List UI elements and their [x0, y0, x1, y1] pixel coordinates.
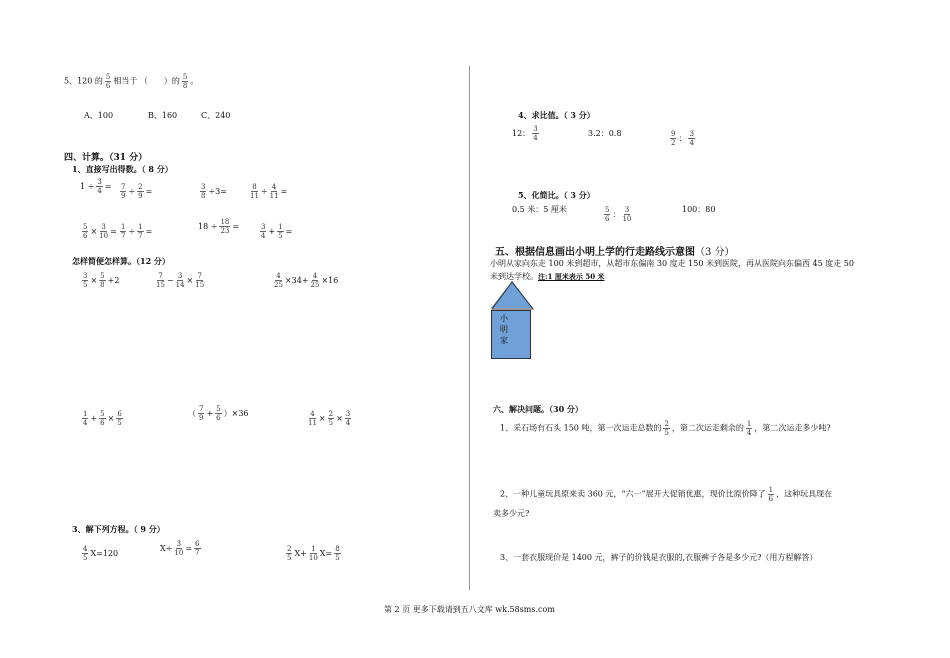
expression	[118, 223, 198, 240]
fraction: $\frac{3}{10}$	[99, 223, 109, 240]
expression	[198, 183, 248, 200]
expression	[306, 410, 406, 427]
expr-text: −	[166, 276, 174, 285]
expression	[80, 223, 118, 240]
problem-2	[500, 486, 832, 503]
expression	[154, 272, 272, 289]
expression	[80, 410, 188, 427]
expr-text: ，这种玩具现在	[776, 489, 833, 499]
problem-2-cont: 卖多少元?	[493, 509, 530, 518]
fraction: $\frac{6}{5}$	[117, 410, 122, 427]
q5-title: 5、化简比。（ 3 分）	[518, 190, 595, 200]
expression	[80, 272, 154, 289]
expr-text: ，第二次运走剩余的	[671, 423, 744, 433]
expression	[512, 204, 602, 215]
option-b: B、160	[148, 111, 178, 120]
expr-text: ÷	[260, 187, 268, 196]
fraction: $\frac{3}{4}$	[261, 223, 266, 240]
expr-text: X=	[319, 549, 333, 558]
expr-text: ×	[90, 227, 98, 236]
fraction: $\frac{4}{11}$	[269, 183, 279, 200]
fraction: $\frac{2}{9}$	[138, 183, 143, 200]
expr-text: ×16	[321, 276, 339, 285]
expression	[198, 218, 258, 235]
expr-text: 18 ÷	[198, 222, 218, 231]
expr-text: ：	[678, 134, 687, 143]
fraction: $\frac{9}{2}$	[671, 130, 676, 147]
expr-text: =	[280, 187, 288, 196]
direct-row-2	[80, 218, 318, 240]
expr-text: =	[145, 227, 153, 236]
simplify-row-2	[80, 405, 406, 427]
expr-text: ÷3	[208, 187, 221, 196]
expr-text: ，第二次运走多少吨?	[754, 423, 831, 433]
expr-text: =	[110, 227, 117, 236]
fraction: $\frac{1}{7}$	[138, 223, 143, 240]
problem-1	[500, 420, 831, 437]
expr-text: （	[188, 409, 196, 418]
section-5-text-1: 小明从家向东走 100 米到超市，从超市东偏南 30 度走 150 米到医院，再从医院向东偏西 45 度走 50	[490, 259, 854, 268]
expr-text: +	[268, 227, 276, 236]
expr-text: ÷	[128, 227, 136, 236]
fraction: $\frac{5}{8}$	[100, 272, 105, 289]
fraction: $\frac{5}{6}$	[83, 223, 88, 240]
fraction: $\frac{1}{7}$	[121, 223, 126, 240]
expr-text: ×	[186, 276, 194, 285]
fraction: $\frac{5}{6}$	[216, 405, 221, 422]
fraction: $\frac{5}{6}$	[100, 410, 105, 427]
expr-text: ×	[318, 414, 326, 423]
fraction: $\frac{7}{15}$	[156, 272, 165, 289]
sub2-title: 怎样简便怎样算。（12 分）	[72, 256, 170, 266]
expr-text: ×	[107, 414, 115, 423]
fraction: $\frac{5}{6}$	[605, 206, 610, 223]
expression	[118, 183, 198, 200]
expr-text: +	[206, 409, 214, 418]
expr-text: ×	[336, 414, 343, 423]
expr-text: ÷	[128, 187, 136, 196]
section-5-text-2: 米到达学校。注:1 厘米表示 50 米	[490, 272, 605, 281]
expression	[80, 545, 160, 562]
expression	[188, 405, 306, 422]
expr-text: X÷	[160, 544, 173, 553]
fraction: $\frac{6}{7}$	[195, 540, 200, 557]
fraction: $\frac{4}{25}$	[310, 272, 320, 289]
fraction: $\frac{3}{4}$	[533, 125, 538, 142]
expression	[668, 130, 728, 147]
expr-text: 100：80	[682, 205, 716, 214]
fraction: $\frac{7}{9}$	[199, 405, 204, 422]
simplify-row-1	[80, 271, 372, 289]
fraction: $\frac{1}{6}$	[768, 486, 774, 503]
expression	[602, 206, 682, 223]
fraction: $\frac{18}{23}$	[220, 218, 230, 235]
expr-text: 0.5 米：5 厘米	[512, 205, 567, 214]
expr-text: 3.2：0.8	[588, 129, 622, 138]
expr-text: 2、一种儿童玩具原来卖 360 元，“六一”展开大促销优惠，现价比原价降了	[500, 489, 766, 499]
fraction: $\frac{4}{5}$	[83, 545, 88, 562]
section-4-title: 四、计算。（31 分）	[64, 153, 148, 163]
question-5: 5、120 的 $\frac{5}{6}$ 相当于 （ ）的 $\frac{5}{8}$ 。	[64, 73, 199, 90]
fraction: $\frac{4}{11}$	[308, 410, 317, 427]
expr-text: X=120	[90, 549, 119, 558]
fraction: $\frac{1}{4}$	[83, 410, 88, 427]
expression	[588, 128, 668, 139]
expression	[80, 178, 118, 195]
fraction: $\frac{3}{10}$	[174, 540, 184, 557]
section-6-title: 六、解决问题。（30 分）	[493, 404, 583, 414]
expr-text: 12：	[512, 129, 531, 138]
fraction: $\frac{1}{4}$	[746, 420, 752, 437]
fraction: $\frac{2}{5}$	[287, 545, 292, 562]
expr-text: ×	[90, 276, 98, 285]
expr-text: =	[220, 187, 227, 196]
expr-text: ）×36	[223, 409, 249, 418]
house-body-shape	[491, 310, 531, 359]
expr-text: ：	[612, 210, 621, 219]
expr-text: =	[145, 187, 153, 196]
house-label: 小明家	[500, 314, 508, 345]
fraction: $\frac{2}{5}$	[328, 410, 334, 427]
expr-text: 1 ÷	[80, 182, 95, 191]
fraction: $\frac{3}{4}$	[97, 178, 102, 195]
sub3-title: 3、解下列方程。（ 9 分）	[72, 524, 165, 534]
fraction: $\frac{3}{14}$	[175, 272, 185, 289]
scale-note: 注:1 厘米表示 50 米	[538, 272, 605, 281]
fraction: $\frac{5}{6}$	[105, 73, 111, 90]
expr-text: 1、采石场有石头 150 吨，第一次运走总数的	[500, 423, 662, 433]
expression	[512, 125, 588, 142]
q4-title: 4、求比值。（ 3 分）	[518, 110, 595, 120]
expr-text: =	[185, 544, 193, 553]
expr-text: ×34+	[284, 276, 309, 285]
ratio-items	[512, 125, 728, 147]
expr-text: =	[285, 227, 293, 236]
fraction: $\frac{7}{15}$	[195, 272, 205, 289]
fraction: $\frac{3}{4}$	[689, 130, 694, 147]
expression	[682, 204, 742, 215]
page-footer: 第 2 页 更多下载请到五八文库 wk.58sms.com	[384, 605, 555, 614]
expression	[248, 183, 308, 200]
expression	[272, 272, 372, 289]
problem-3: 3、一套衣服现价是 1400 元，裤子的价钱是衣服的,衣服裤子各是多少元?（用方程解答）	[500, 553, 818, 562]
expr-text: =	[104, 182, 112, 191]
fraction: $\frac{2}{5}$	[664, 420, 669, 437]
expr-text: X+	[294, 549, 307, 558]
fraction: $\frac{1}{10}$	[308, 545, 318, 562]
option-a: A、100	[84, 111, 114, 120]
expr-text: +2	[107, 276, 120, 285]
fraction: $\frac{5}{8}$	[182, 73, 188, 90]
expr-text: +	[90, 414, 98, 423]
roof-outline	[491, 281, 535, 311]
expr-text: =	[232, 222, 240, 231]
expression	[258, 223, 318, 240]
fraction: $\frac{3}{10}$	[622, 206, 632, 223]
fraction: $\frac{3}{8}$	[201, 183, 206, 200]
fraction: $\frac{3}{4}$	[345, 410, 351, 427]
simplify-ratio-items	[512, 204, 742, 223]
fraction: $\frac{1}{5}$	[278, 223, 283, 240]
column-divider	[469, 66, 470, 590]
direct-row-1	[80, 178, 308, 200]
sub1-title: 1、直接写出得数。（ 8 分）	[72, 164, 173, 174]
fraction: $\frac{4}{25}$	[274, 272, 283, 289]
section-5-title: 五、根据信息画出小明上学的行走路线示意图（3 分）	[495, 247, 735, 258]
fraction: $\frac{7}{9}$	[121, 183, 126, 200]
expression	[284, 545, 384, 562]
fraction: $\frac{3}{5}$	[83, 272, 88, 289]
expression	[160, 540, 284, 557]
fraction: $\frac{8}{5}$	[335, 545, 340, 562]
fraction: $\frac{8}{11}$	[250, 183, 259, 200]
equation-row	[80, 540, 384, 562]
option-c: C、240	[201, 111, 231, 120]
